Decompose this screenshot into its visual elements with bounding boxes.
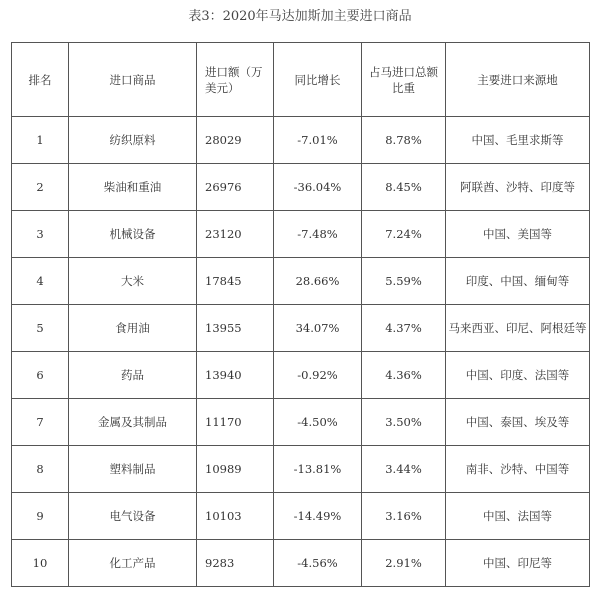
cell-share: 8.78%: [362, 117, 446, 164]
cell-amount: 13955: [197, 305, 274, 352]
cell-yoy: -4.50%: [274, 399, 362, 446]
cell-share: 2.91%: [362, 540, 446, 587]
cell-sources: 中国、美国等: [446, 211, 590, 258]
header-product: 进口商品: [69, 43, 197, 117]
cell-amount: 23120: [197, 211, 274, 258]
table-header: [12, 43, 590, 117]
table-row: [12, 399, 590, 446]
cell-product: 化工产品: [69, 540, 197, 587]
cell-share: 5.59%: [362, 258, 446, 305]
cell-product: 药品: [69, 352, 197, 399]
cell-rank: 5: [12, 305, 69, 352]
cell-yoy: -4.56%: [274, 540, 362, 587]
cell-sources: 马来西亚、印尼、阿根廷等: [446, 305, 590, 352]
cell-share: 3.50%: [362, 399, 446, 446]
table-caption: 表3：2020年马达加斯加主要进口商品: [188, 9, 412, 24]
cell-share: 8.45%: [362, 164, 446, 211]
cell-yoy: 34.07%: [274, 305, 362, 352]
table-row: [12, 446, 590, 493]
cell-share: 4.37%: [362, 305, 446, 352]
cell-sources: 中国、印度、法国等: [446, 352, 590, 399]
cell-rank: 2: [12, 164, 69, 211]
imports-table: [11, 42, 590, 587]
cell-yoy: -0.92%: [274, 352, 362, 399]
cell-yoy: -14.49%: [274, 493, 362, 540]
table-body: [12, 117, 590, 587]
table-row: [12, 258, 590, 305]
header-rank: 排名: [12, 43, 69, 117]
cell-product: 食用油: [69, 305, 197, 352]
cell-share: 3.16%: [362, 493, 446, 540]
cell-amount: 26976: [197, 164, 274, 211]
cell-product: 电气设备: [69, 493, 197, 540]
table-row: [12, 305, 590, 352]
cell-sources: 中国、泰国、埃及等: [446, 399, 590, 446]
cell-rank: 3: [12, 211, 69, 258]
cell-sources: 阿联酋、沙特、印度等: [446, 164, 590, 211]
cell-rank: 1: [12, 117, 69, 164]
cell-amount: 11170: [197, 399, 274, 446]
cell-amount: 17845: [197, 258, 274, 305]
cell-yoy: 28.66%: [274, 258, 362, 305]
cell-amount: 9283: [197, 540, 274, 587]
table-row: [12, 352, 590, 399]
cell-rank: 8: [12, 446, 69, 493]
cell-yoy: -7.48%: [274, 211, 362, 258]
cell-amount: 28029: [197, 117, 274, 164]
table-row: [12, 211, 590, 258]
table-row: [12, 493, 590, 540]
cell-share: 7.24%: [362, 211, 446, 258]
cell-sources: 中国、毛里求斯等: [446, 117, 590, 164]
table-row: [12, 164, 590, 211]
cell-product: 柴油和重油: [69, 164, 197, 211]
cell-share: 4.36%: [362, 352, 446, 399]
cell-rank: 6: [12, 352, 69, 399]
cell-sources: 印度、中国、缅甸等: [446, 258, 590, 305]
cell-amount: 10989: [197, 446, 274, 493]
header-row: [12, 43, 590, 117]
cell-product: 机械设备: [69, 211, 197, 258]
cell-yoy: -36.04%: [274, 164, 362, 211]
cell-amount: 13940: [197, 352, 274, 399]
header-sources: 主要进口来源地: [446, 43, 590, 117]
table-row: [12, 540, 590, 587]
cell-rank: 10: [12, 540, 69, 587]
table-row: [12, 117, 590, 164]
cell-rank: 9: [12, 493, 69, 540]
cell-sources: 南非、沙特、中国等: [446, 446, 590, 493]
cell-amount: 10103: [197, 493, 274, 540]
cell-sources: 中国、法国等: [446, 493, 590, 540]
header-share: 占马进口总额比重: [362, 43, 446, 117]
cell-yoy: -7.01%: [274, 117, 362, 164]
header-amount: 进口额（万美元）: [197, 43, 274, 117]
cell-product: 金属及其制品: [69, 399, 197, 446]
header-yoy: 同比增长: [274, 43, 362, 117]
cell-product: 大米: [69, 258, 197, 305]
cell-product: 塑料制品: [69, 446, 197, 493]
cell-rank: 7: [12, 399, 69, 446]
cell-share: 3.44%: [362, 446, 446, 493]
cell-sources: 中国、印尼等: [446, 540, 590, 587]
cell-product: 纺织原料: [69, 117, 197, 164]
cell-yoy: -13.81%: [274, 446, 362, 493]
cell-rank: 4: [12, 258, 69, 305]
